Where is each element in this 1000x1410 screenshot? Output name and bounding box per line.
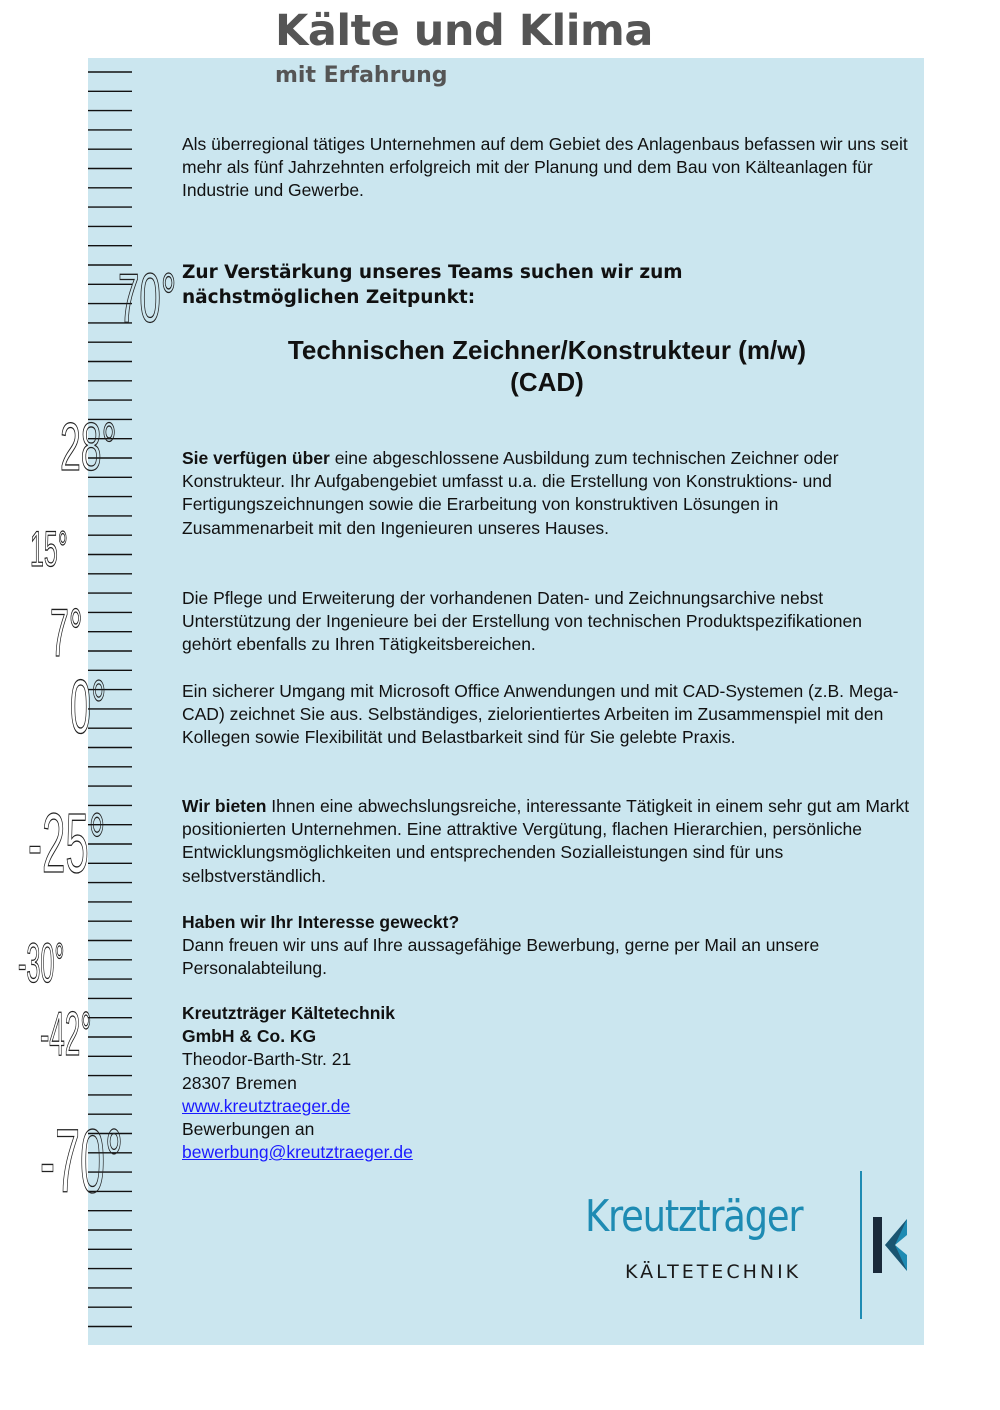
- tasks-paragraph: Die Pflege und Erweiterung der vorhandenen Daten- und Zeichnungsarchive nebst Unterstützung der Ingenieure bei der Erstellung von technischen Produktspezifikationen gehört ebenfalls zu Ihren Tätigkeitsbereichen.: [182, 588, 862, 655]
- company-name-line-1: Kreutzträger Kältetechnik: [182, 1003, 395, 1023]
- company-name-line-2: GmbH & Co. KG: [182, 1026, 317, 1047]
- temperature-label: 70°: [118, 258, 177, 337]
- interest-paragraph: [182, 911, 912, 981]
- page-subtitle: mit Erfahrung: [275, 63, 448, 88]
- temperature-label: -30°: [18, 932, 65, 995]
- profile-text: eine abgeschlossene Ausbildung zum technischen Zeichner oder Konstrukteur. Ihr Aufgabengebiet umfasst u.a. die Erstellung von Konstruktions- und Fertigungszeichnungen sowie die Erarbeitung von konstruktiven Lösungen in Zusammenarbeit mit den Ingenieuren unseres Hauses.: [182, 448, 839, 538]
- recruitment-call: [182, 260, 882, 310]
- email-link[interactable]: bewerbung@kreutztraeger.de: [182, 1142, 413, 1163]
- skills-paragraph: Ein sicherer Umgang mit Microsoft Office Anwendungen und mit CAD-Systemen (z.B. Mega-CAD) zeichnet Sie aus. Selbständiges, zielorientiertes Arbeiten im Zusammenspiel mit den Kollegen sowie Flexibilität und Belastbarkeit sind für Sie gelebte Praxis.: [182, 681, 899, 748]
- temperature-label: 15°: [30, 521, 68, 578]
- call-line-1: Zur Verstärkung unseres Teams suchen wir zum: [182, 262, 683, 283]
- intro-text: Als überregional tätiges Unternehmen auf dem Gebiet des Anlagenbaus befassen wir uns seit mehr als fünf Jahrzehnten erfolgreich mit der Planung und dem Bau von Kälteanlagen für Industrie und Gewerbe.: [182, 134, 908, 201]
- city-address: 28307 Bremen: [182, 1072, 297, 1093]
- job-title-line-1: Technischen Zeichner/Konstrukteur (m/w): [287, 335, 807, 365]
- temperature-label: 7°: [50, 595, 83, 672]
- temperature-label: -70°: [40, 1112, 124, 1213]
- applications-label: Bewerbungen an: [182, 1119, 315, 1140]
- temperature-label: -42°: [40, 999, 92, 1070]
- offer-lead: Wir bieten: [182, 796, 267, 816]
- temperature-label: 28°: [60, 408, 117, 485]
- k-emblem-icon: [871, 1215, 911, 1275]
- logo-divider: [860, 1171, 862, 1319]
- logo-subtitle: KÄLTETECHNIK: [625, 1261, 802, 1283]
- temperature-label: 0°: [70, 664, 107, 750]
- page-header: [275, 6, 653, 88]
- company-logo: [585, 1165, 915, 1320]
- page-title: Kälte und Klima: [275, 6, 653, 56]
- website-link[interactable]: www.kreutztraeger.de: [182, 1095, 351, 1116]
- interest-heading: Haben wir Ihr Interesse geweckt?: [182, 912, 460, 932]
- street-address: Theodor-Barth-Str. 21: [182, 1049, 352, 1070]
- job-title-line-2: (CAD): [510, 367, 584, 397]
- temperature-label: -25°: [28, 797, 106, 891]
- profile-lead: Sie verfügen über: [182, 448, 330, 468]
- offer-paragraph: [182, 795, 912, 888]
- job-title: [182, 334, 912, 398]
- call-line-2: nächstmöglichen Zeitpunkt:: [182, 287, 476, 308]
- interest-text: Dann freuen wir uns auf Ihre aussagefähige Bewerbung, gerne per Mail an unsere Personalabteilung.: [182, 935, 820, 979]
- profile-paragraph: [182, 447, 912, 540]
- logo-wordmark: Kreutzträger: [585, 1191, 803, 1242]
- offer-text: Ihnen eine abwechslungsreiche, interessante Tätigkeit in einem sehr gut am Markt positionierten Unternehmen. Eine attraktive Vergütung, flachen Hierarchien, persönliche Entwicklungsmöglichkeiten und entsprechenden Sozialleistungen sind für uns selbstverständlich.: [182, 796, 910, 886]
- contact-block: [182, 1002, 912, 1164]
